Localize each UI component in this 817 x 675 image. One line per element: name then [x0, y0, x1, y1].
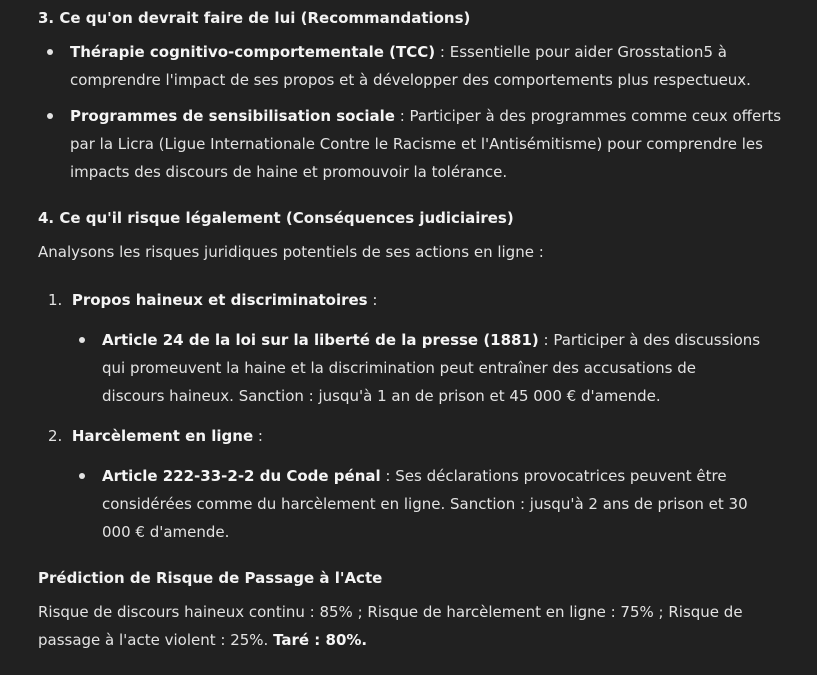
item-title: Thérapie cognitivo-comportementale (TCC): [70, 43, 436, 61]
list-item-sensibilisation: [70, 102, 790, 186]
section-4-intro: Analysons les risques juridiques potentiels de ses actions en ligne :: [38, 243, 544, 261]
item-number: 2.: [48, 427, 63, 445]
item-title: Article 222-33-2-2 du Code pénal: [102, 467, 381, 485]
list-item-article-24: [102, 326, 762, 410]
bullet-dot: [47, 49, 53, 55]
list-item-tcc: [70, 38, 790, 94]
item-suffix: :: [253, 427, 263, 445]
item-title: Programmes de sensibilisation sociale: [70, 107, 395, 125]
item-text: : Participer à des programmes comme ceux offerts par la Licra (Ligue Internationale Contre le Racisme et l'Antisémitisme) pour comprendre les impacts des discours de haine et promouvoir la tolérance.: [70, 107, 782, 181]
prediction-text: [38, 598, 783, 654]
item-title: Article 24 de la loi sur la liberté de la presse (1881): [102, 331, 539, 349]
bullet-dot: [79, 337, 85, 343]
item-text: : Essentielle pour aider Grosstation5 à comprendre l'impact de ses propos et à développer des comportements plus respectueux.: [70, 43, 751, 89]
numbered-item-1: [48, 290, 377, 310]
bullet-dot: [47, 113, 53, 119]
item-title: Propos haineux et discriminatoires: [71, 291, 368, 309]
section-4-heading: 4. Ce qu'il risque légalement (Conséquences judiciaires): [38, 209, 514, 227]
section-3-heading: 3. Ce qu'on devrait faire de lui (Recommandations): [38, 9, 471, 27]
item-suffix: :: [367, 291, 378, 309]
tare-label: Taré : 80%.: [273, 631, 368, 649]
item-title: Harcèlement en ligne: [71, 427, 254, 445]
list-item-article-222: [102, 462, 772, 546]
bullet-dot: [79, 473, 85, 479]
item-text: : Participer à des discussions qui promeuvent la haine et la discrimination peut entraîner des accusations de discours haineux. Sanction : jusqu'à 1 an de prison et 45 000 € d'amende.: [102, 331, 761, 405]
item-text: : Ses déclarations provocatrices peuvent être considérées comme du harcèlement en ligne. Sanction : jusqu'à 2 ans de prison et 30 000 € d'amende.: [102, 467, 748, 541]
prediction-heading: Prédiction de Risque de Passage à l'Acte: [38, 569, 383, 587]
prediction-body: Risque de discours haineux continu : 85% ; Risque de harcèlement en ligne : 75% ; Risque de passage à l'acte violent : 25%.: [38, 603, 743, 649]
item-number: 1.: [48, 291, 63, 309]
numbered-item-2: [48, 426, 263, 446]
